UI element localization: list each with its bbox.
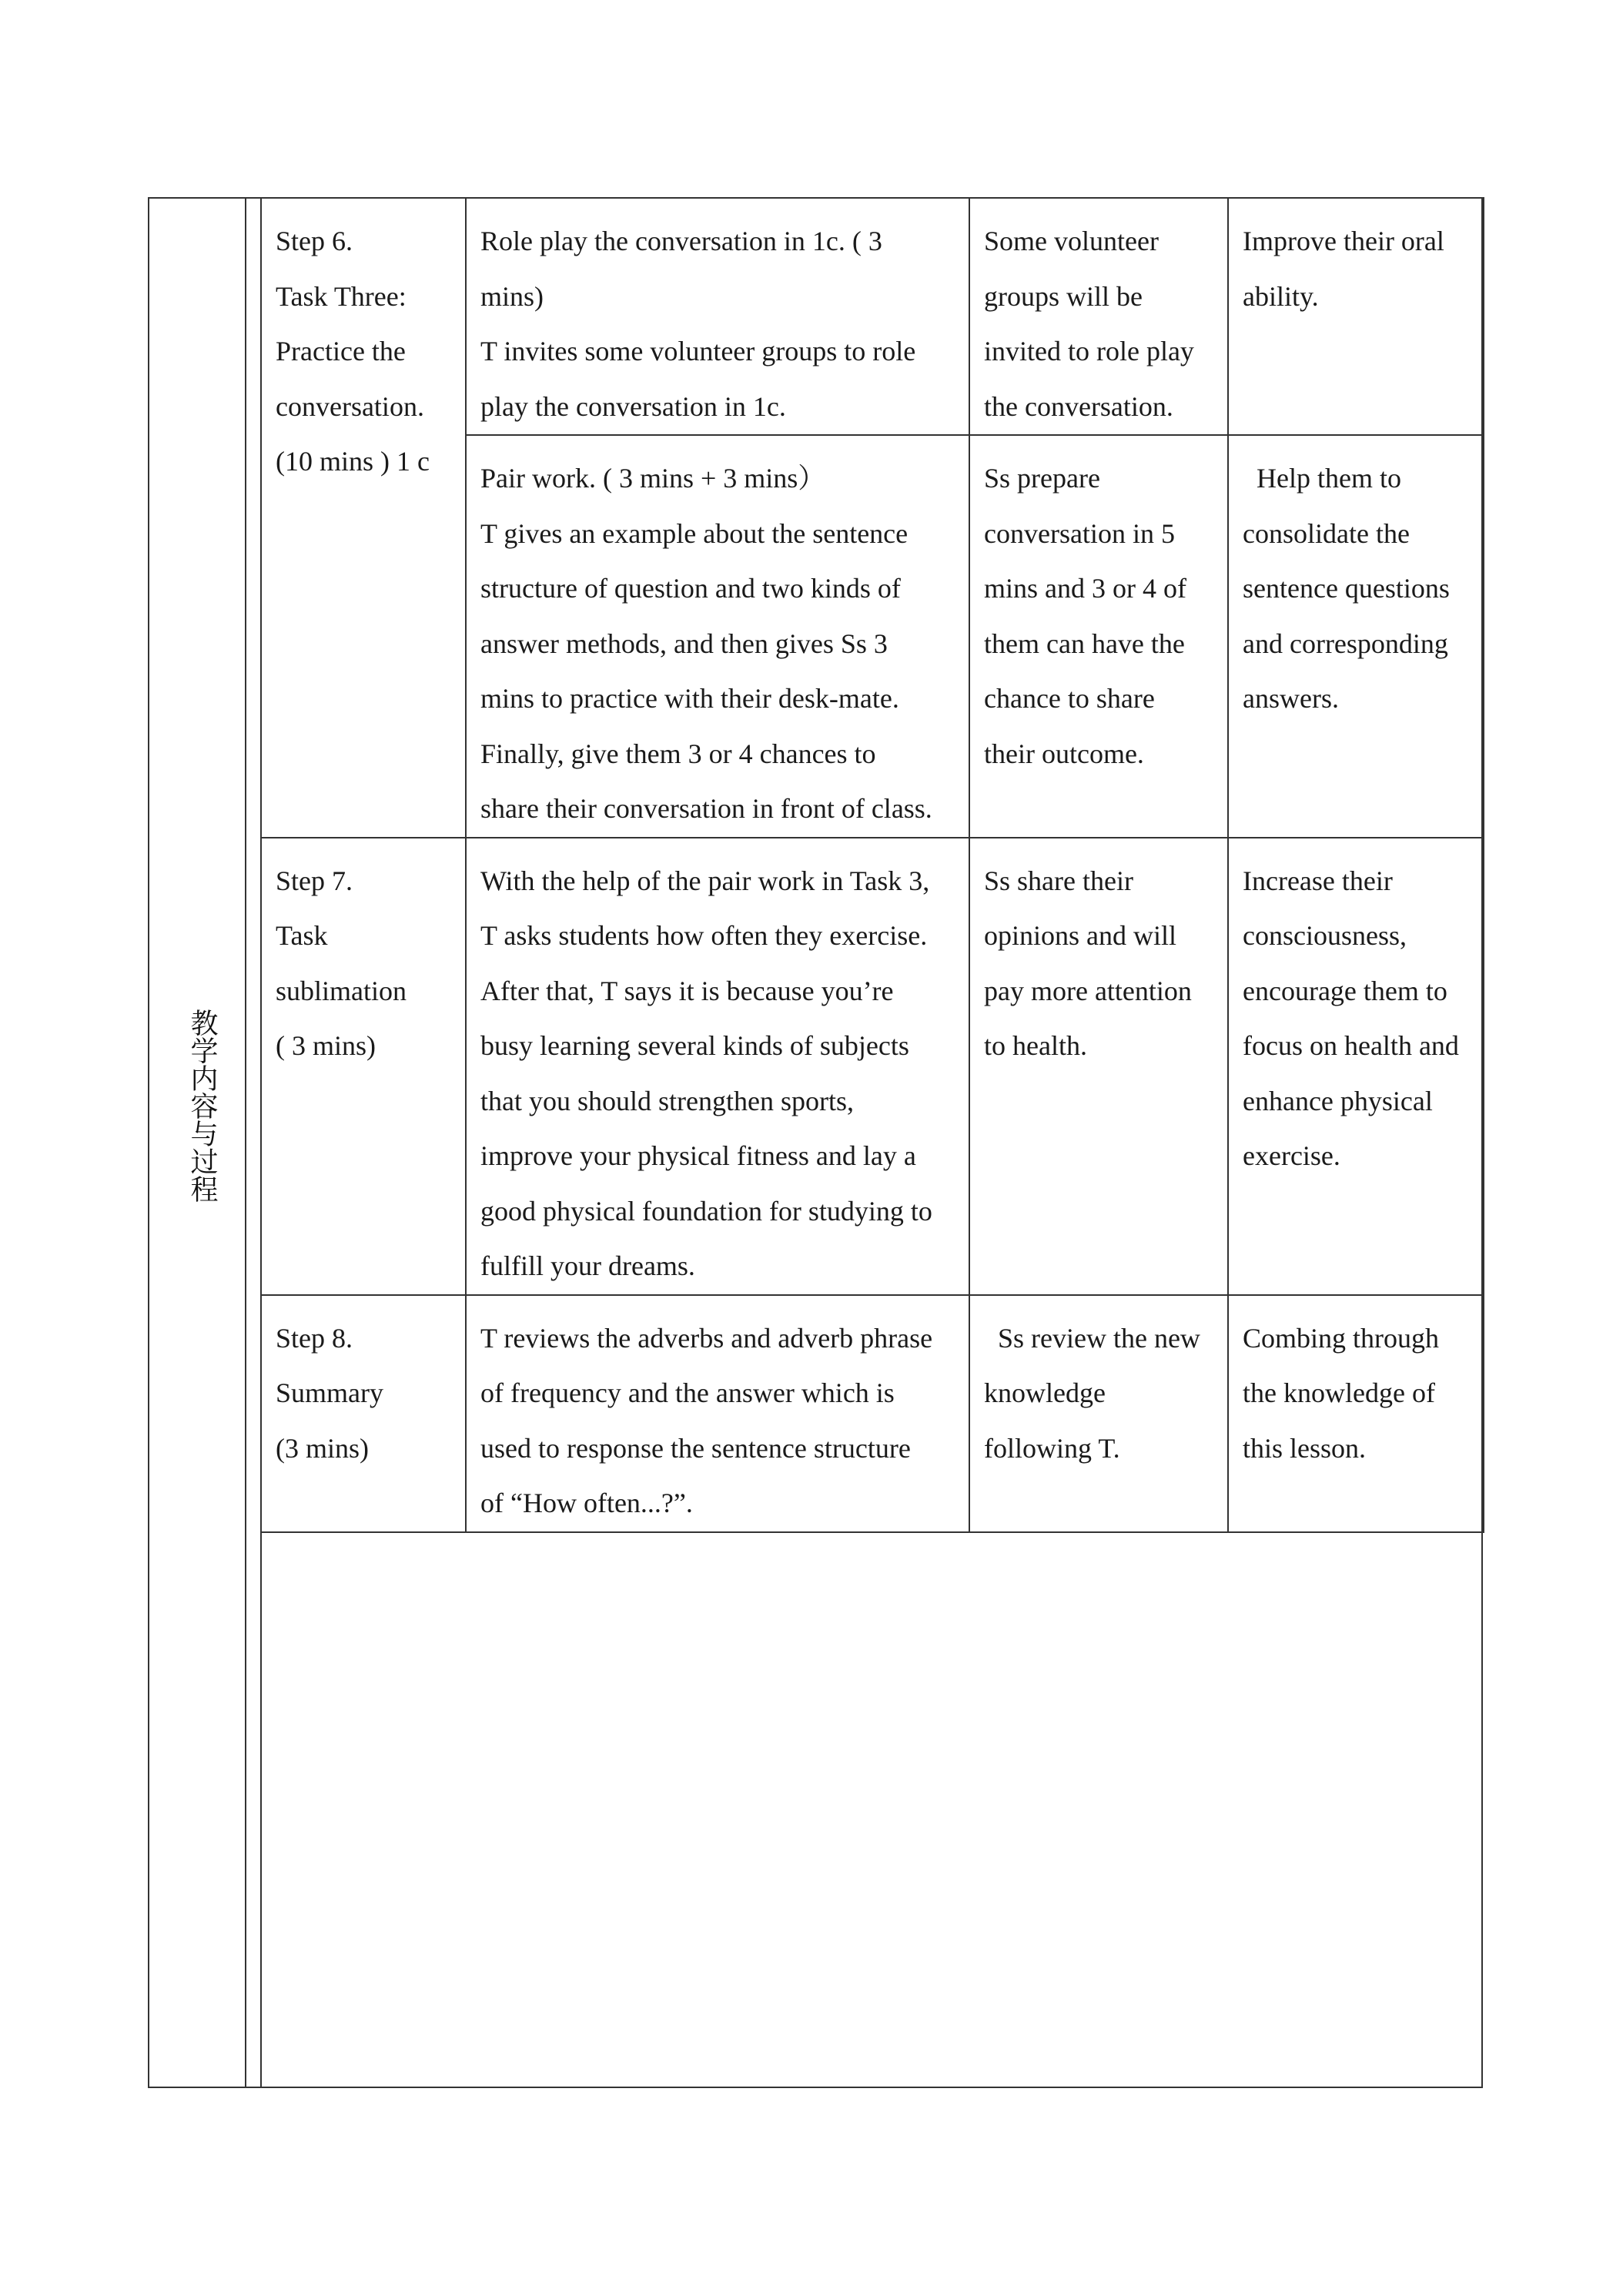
student-line: their outcome.	[984, 738, 1144, 769]
purpose-line: enhance physical	[1243, 1085, 1433, 1116]
step-line: ( 3 mins)	[276, 1030, 376, 1061]
step-line: (3 mins)	[276, 1432, 369, 1464]
student-line: conversation in 5	[984, 517, 1175, 549]
purpose-line: this lesson.	[1243, 1432, 1367, 1464]
student-line: chance to share	[984, 683, 1155, 714]
step-cell	[261, 1295, 466, 1532]
teacher-line: mins)	[480, 280, 544, 312]
purpose-line: focus on health and	[1243, 1030, 1459, 1061]
purpose-line: encourage them to	[1243, 975, 1447, 1006]
purpose-line: Improve their oral	[1243, 226, 1444, 256]
step-line: Practice the	[276, 336, 406, 366]
purpose-cell	[1228, 198, 1484, 435]
teacher-line: good physical foundation for studying to	[480, 1195, 932, 1227]
purpose-line: and corresponding	[1243, 628, 1448, 659]
purpose-cell	[1228, 1295, 1484, 1532]
teacher-line: Finally, give them 3 or 4 chances to	[480, 738, 876, 769]
teacher-line: improve your physical fitness and lay a	[480, 1140, 916, 1171]
teacher-line: answer methods, and then gives Ss 3	[480, 628, 888, 659]
purpose-cell	[1228, 435, 1484, 838]
student-activity-cell	[969, 435, 1228, 838]
table-row-step6-a	[261, 198, 1484, 435]
teacher-line: of “How often...?”.	[480, 1488, 693, 1518]
teacher-line: With the help of the pair work in Task 3,	[480, 865, 930, 896]
purpose-line: Help them to	[1257, 463, 1401, 494]
student-line: to health.	[984, 1030, 1087, 1061]
purpose-line: Increase their	[1243, 865, 1393, 896]
student-line: groups will be	[984, 280, 1143, 312]
teacher-line: structure of question and two kinds of	[480, 573, 901, 604]
student-line: knowledge	[984, 1377, 1106, 1408]
step-line: Step 6.	[276, 226, 353, 256]
student-activity-cell	[969, 198, 1228, 435]
teacher-line: that you should strengthen sports,	[480, 1085, 854, 1116]
purpose-line: Combing through	[1243, 1322, 1440, 1354]
student-activity-cell	[969, 1295, 1228, 1532]
student-line: Some volunteer	[984, 226, 1159, 256]
step-cell	[261, 198, 466, 838]
student-line: Ss review the new	[998, 1322, 1200, 1354]
student-line: Ss prepare	[984, 463, 1100, 494]
teacher-activity-cell	[466, 435, 969, 838]
student-line: invited to role play	[984, 336, 1194, 366]
teacher-line: share their conversation in front of class.	[480, 793, 932, 824]
step-line: Task	[276, 920, 328, 951]
lesson-plan-table	[260, 197, 1484, 1533]
purpose-line: answers.	[1243, 683, 1339, 714]
step-line: Summary	[276, 1377, 383, 1408]
teacher-line: Pair work. ( 3 mins + 3 mins）	[480, 463, 826, 494]
step-line: Task Three:	[276, 280, 407, 312]
step-line: conversation.	[276, 390, 424, 422]
teacher-activity-cell	[466, 1295, 969, 1532]
step-line: Step 8.	[276, 1322, 353, 1354]
student-line: the conversation.	[984, 390, 1173, 422]
side-label: 教学内容与过程	[186, 1009, 218, 1203]
teacher-line: Role play the conversation in 1c. ( 3	[480, 226, 882, 256]
table-row-step7	[261, 838, 1484, 1295]
teacher-line: T asks students how often they exercise.	[480, 920, 928, 951]
step-line: sublimation	[276, 975, 407, 1006]
purpose-line: the knowledge of	[1243, 1377, 1435, 1408]
purpose-line: ability.	[1243, 280, 1319, 312]
step-cell	[261, 838, 466, 1295]
student-line: mins and 3 or 4 of	[984, 573, 1186, 604]
teacher-line: T gives an example about the sentence	[480, 517, 909, 549]
teacher-line: After that, T says it is because you’re	[480, 975, 894, 1006]
student-line: following T.	[984, 1432, 1120, 1464]
table-row-step8	[261, 1295, 1484, 1532]
teacher-activity-cell	[466, 838, 969, 1295]
step-line: Step 7.	[276, 865, 353, 896]
teacher-line: T reviews the adverbs and adverb phrase	[480, 1322, 933, 1354]
purpose-line: consciousness,	[1243, 920, 1407, 951]
teacher-line: T invites some volunteer groups to role	[480, 336, 916, 366]
teacher-line: fulfill your dreams.	[480, 1250, 695, 1281]
purpose-line: sentence questions	[1243, 573, 1450, 604]
student-line: opinions and will	[984, 920, 1176, 951]
student-line: them can have the	[984, 628, 1185, 659]
student-line: Ss share their	[984, 865, 1133, 896]
teacher-activity-cell	[466, 198, 969, 435]
teacher-line: of frequency and the answer which is	[480, 1377, 895, 1408]
teacher-line: used to response the sentence structure	[480, 1432, 911, 1464]
teacher-line: play the conversation in 1c.	[480, 390, 786, 422]
step-line: (10 mins ) 1 c	[276, 446, 430, 477]
purpose-line: exercise.	[1243, 1140, 1340, 1171]
purpose-line: consolidate the	[1243, 517, 1410, 549]
teacher-line: mins to practice with their desk-mate.	[480, 683, 899, 714]
student-activity-cell	[969, 838, 1228, 1295]
teacher-line: busy learning several kinds of subjects	[480, 1030, 909, 1061]
student-line: pay more attention	[984, 975, 1192, 1006]
purpose-cell	[1228, 838, 1484, 1295]
